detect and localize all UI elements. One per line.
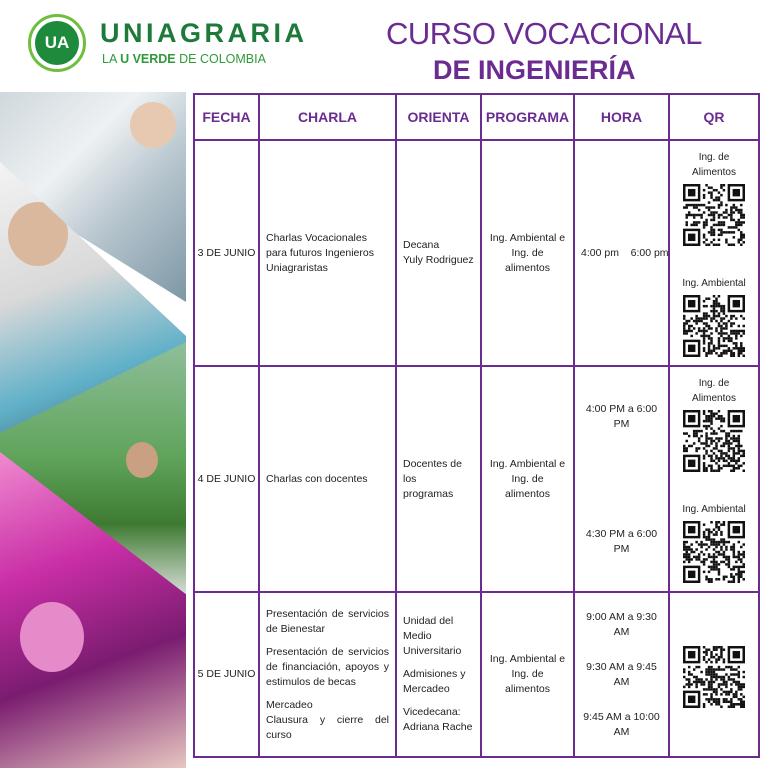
col-header-orienta: ORIENTA	[396, 94, 481, 140]
row3-fecha: 5 DE JUNIO	[194, 592, 259, 757]
qr-code-icon[interactable]	[683, 184, 745, 246]
uniagraria-logo	[28, 14, 86, 72]
col-header-programa: PROGRAMA	[481, 94, 574, 140]
logo-monogram: UA	[35, 21, 79, 65]
row3-charla: Presentación de servicios de Bienestar Presentación de servicios de financiación, apoyos y estimulos de becas Mercadeo Clausura y cierre del curso	[259, 592, 396, 757]
qr-label: Ing. de Alimentos	[692, 151, 736, 178]
row1-qr	[669, 140, 759, 366]
row1-hora: 4:00 pm 6:00 pm	[574, 140, 669, 366]
qr-label: Ing. de Alimentos	[692, 377, 736, 404]
row2-qr	[669, 366, 759, 592]
qr-label: Ing. Ambiental	[682, 277, 746, 289]
row3-programa: Ing. Ambiental e Ing. de alimentos	[481, 592, 574, 757]
row3-qr	[669, 592, 759, 757]
qr-code-icon[interactable]	[683, 646, 745, 708]
schedule-table	[193, 93, 760, 758]
table-header-row	[194, 94, 759, 140]
qr-code-icon[interactable]	[683, 295, 745, 357]
row2-programa: Ing. Ambiental e Ing. de alimentos	[481, 366, 574, 592]
row1-programa: Ing. Ambiental e Ing. de alimentos	[481, 140, 574, 366]
photo-collage	[0, 92, 186, 768]
brand-name: UNIAGRARIA	[100, 18, 308, 48]
row1-charla: Charlas Vocacionales para futuros Ingenieros Uniagraristas	[259, 140, 396, 366]
page-title-line2: DE INGENIERÍA	[433, 55, 636, 85]
row3-hora: 9:00 AM a 9:30 AM 9:30 AM a 9:45 AM 9:45 AM a 10:00 AM	[574, 592, 669, 757]
row2-orienta: Docentes de los programas	[396, 366, 481, 592]
qr-code-icon[interactable]	[683, 410, 745, 472]
col-header-hora: HORA	[574, 94, 669, 140]
row2-fecha: 4 DE JUNIO	[194, 366, 259, 592]
table-row	[194, 592, 759, 757]
row3-orienta: Unidad del Medio Universitario Admisiones y Mercadeo Vicedecana: Adriana Rache	[396, 592, 481, 757]
qr-label: Ing. Ambiental	[682, 503, 746, 515]
row1-fecha: 3 DE JUNIO	[194, 140, 259, 366]
col-header-fecha: FECHA	[194, 94, 259, 140]
row1-orienta: Decana Yuly Rodriguez	[396, 140, 481, 366]
col-header-charla: CHARLA	[259, 94, 396, 140]
table-row	[194, 366, 759, 592]
qr-code-icon[interactable]	[683, 521, 745, 583]
page-title-line1: CURSO VOCACIONAL	[386, 16, 702, 51]
brand-tagline: LA U VERDE DE COLOMBIA	[102, 52, 266, 66]
table-row	[194, 140, 759, 366]
row2-hora: 4:00 PM a 6:00 PM 4:30 PM a 6:00 PM	[574, 366, 669, 592]
col-header-qr: QR	[669, 94, 759, 140]
row2-charla: Charlas con docentes	[259, 366, 396, 592]
